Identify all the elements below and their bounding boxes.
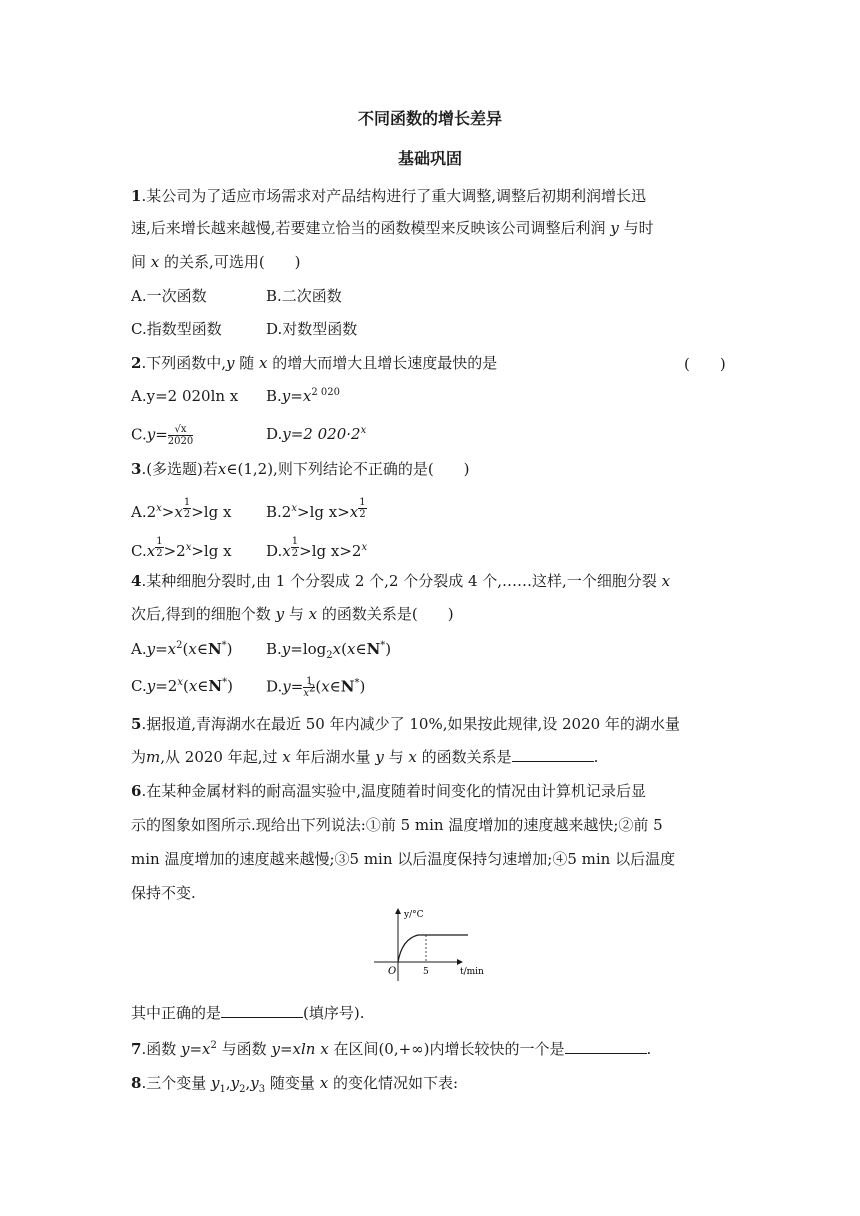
q4-c-prefix: C. — [131, 677, 147, 695]
q3-number: 3 — [131, 460, 142, 478]
tick-label-5: 5 — [423, 967, 429, 977]
q3-a-prefix: A.2 — [131, 503, 157, 521]
q2-option-c — [131, 424, 193, 447]
q7-text-a: .函数 — [141, 1040, 177, 1058]
q1-text-3b: 的关系,可选用( ) — [164, 253, 301, 271]
q5-text-2c: 年后湖水量 — [295, 748, 371, 766]
q3-a-lg: lg x — [203, 503, 232, 521]
q4-option-b: $B.y=\log_2x(x\in N^*)$ — [266, 640, 392, 661]
q6-number: 6 — [131, 782, 142, 800]
q2-c-denominator: 2020 — [167, 436, 194, 447]
q1-var-y: y — [610, 219, 619, 237]
q3-text-a: .(多选题)若 — [141, 460, 218, 478]
q3-b-gt1: > — [296, 503, 310, 521]
q6-answer-text-a: 其中正确的是 — [131, 1004, 222, 1022]
q7-text-end: . — [646, 1040, 652, 1058]
q4-d-star: * — [354, 677, 360, 689]
q5-line1 — [131, 714, 680, 734]
q1-option-a: A.一次函数 — [131, 287, 207, 305]
q4-a-prefix: A. — [131, 640, 147, 658]
q5-text-1: .据报道,青海湖水在最近 50 年内减少了 10%,如果按此规律,设 2020 年的湖水量 — [141, 715, 680, 733]
q2-text-a: .下列函数中, — [141, 354, 226, 372]
q3-a-half-num: 1 — [183, 497, 191, 508]
q3-a-half — [183, 497, 191, 520]
q8-var-x: x — [319, 1074, 329, 1092]
q7-expr1-exp: 2 — [210, 1040, 217, 1051]
q2-answer-paren: ( ) — [684, 355, 726, 373]
q7-answer-blank[interactable] — [565, 1039, 647, 1054]
q3-c-lg: lg x — [203, 542, 232, 560]
q4-a-star: * — [221, 640, 227, 651]
q7-number: 7 — [131, 1040, 142, 1058]
q3-b-exp: x — [291, 503, 297, 514]
q3-c-prefix: C. — [131, 542, 147, 560]
q4-d-fraction: $\frac{1}{x^2}$ — [303, 676, 316, 699]
q3-a-x: x — [174, 503, 183, 521]
q6-line3: min 温度增加的速度越来越慢;③5 min 以后温度保持匀速增加;④5 min 以后温度 — [131, 850, 676, 868]
q4-b-star: * — [380, 640, 386, 651]
q2-c-fraction — [168, 424, 193, 447]
q4-b-set: N — [366, 640, 381, 658]
q1-line2 — [131, 218, 654, 238]
q2-b-prefix: B. — [266, 387, 282, 405]
q8-text-b: 随变量 — [269, 1074, 315, 1092]
q4-c-set: N — [208, 677, 223, 695]
q3-b-lg: lg x — [309, 503, 338, 521]
q1-text-2: 速,后来增长越来越慢,若要建立恰当的函数模型来反映该公司调整后利润 — [131, 219, 606, 237]
q1-line1 — [131, 186, 646, 206]
q1-text-1: .某公司为了适应市场需求对产品结构进行了重大调整,调整后初期利润增长迅 — [141, 187, 646, 205]
y-axis-label: y/°C — [404, 910, 424, 920]
q3-a-exp: x — [156, 503, 162, 514]
q7-expr2: y=xln x — [271, 1040, 329, 1058]
q3-b-half-den: 2 — [359, 509, 366, 520]
q3-c-half-num: 1 — [156, 536, 163, 547]
q4-c-star: * — [222, 677, 228, 688]
q8-line: 8.三个变量 $y_1,y_2,y_3$ 随变量 x 的变化情况如下表: — [131, 1074, 459, 1095]
q6-answer-blank[interactable] — [221, 1003, 303, 1018]
q4-a-set: N — [207, 640, 222, 658]
q1-option-c: C.指数型函数 — [131, 320, 222, 338]
q5-text-end: . — [593, 748, 599, 766]
q4-b-prefix: B. — [266, 640, 282, 658]
q3-d-x: x — [282, 542, 291, 560]
q2-var-y: y — [225, 354, 235, 372]
q2-d-prefix: D. — [266, 425, 283, 443]
q2-d-exponent: x — [360, 425, 367, 436]
q6-line1 — [131, 781, 646, 801]
q4-text-2b: 与 — [288, 605, 304, 623]
q2-c-prefix: C. — [131, 425, 147, 444]
q3-b-gt2: > — [337, 503, 350, 521]
q1-option-d: D.对数型函数 — [266, 320, 358, 338]
q1-text-2b: 与时 — [623, 219, 654, 237]
q2-number: 2 — [131, 354, 142, 372]
q3-option-d: D.x $^{\frac{1}{2}}$ >lg $x>2^x$ — [266, 536, 368, 560]
q2-text-b: 随 — [239, 354, 255, 372]
q2-text-c: 的增大而增大且增长速度最快的是 — [272, 354, 498, 372]
q3-d-half — [291, 536, 299, 559]
q5-var-m: m — [146, 748, 161, 766]
q7-text-b: 与函数 — [221, 1040, 267, 1058]
q3-c-half — [155, 536, 163, 559]
q3-option-b — [266, 497, 367, 522]
curve-rising — [398, 935, 426, 962]
origin-label: O — [388, 966, 397, 977]
q3-c-exp: x — [185, 542, 192, 553]
q5-text-2b: ,从 2020 年起,过 — [160, 748, 278, 766]
q2-c-numerator: √x — [168, 424, 193, 436]
x-axis-label: t/min — [460, 967, 484, 977]
q3-c-half-den: 2 — [156, 548, 163, 559]
q5-line2 — [131, 747, 598, 767]
q5-var-y: y — [375, 748, 384, 766]
q2-b-expr: y=x — [281, 387, 312, 405]
q2-stem — [131, 353, 497, 373]
q4-d-set: N — [340, 677, 355, 696]
q8-text-c: 的变化情况如下表: — [332, 1074, 459, 1092]
q3-c-gt2: > — [191, 542, 204, 560]
q5-text-2a: 为 — [131, 748, 147, 766]
q4-option-d: D.y= $\frac{1}{x^2}$ (x∈N*) — [266, 676, 366, 699]
q6-answer-line — [131, 1003, 365, 1023]
q3-stem — [131, 459, 470, 479]
section-heading: 基础巩固 — [397, 149, 462, 168]
q3-a-gt2: > — [191, 503, 204, 521]
q4-var-x2: x — [308, 605, 318, 623]
q4-option-c: $C.y=2^x(x\in N^*)$ — [131, 677, 233, 695]
q3-option-a — [131, 497, 231, 522]
q1-option-b: B.二次函数 — [266, 287, 342, 305]
q3-b-prefix: B.2 — [266, 503, 292, 521]
q2-d-expr: y=2 020·2 — [282, 425, 361, 443]
q5-text-2e: 的函数关系是 — [421, 748, 512, 766]
q1-var-x: x — [150, 253, 160, 271]
q3-d-gt1: > — [299, 542, 312, 560]
temperature-time-graph — [360, 905, 500, 985]
q1-line3 — [131, 252, 301, 272]
q6-line4: 保持不变. — [131, 884, 196, 902]
q4-line1 — [131, 571, 670, 591]
q1-number: 1 — [131, 187, 142, 205]
q3-d-half-den: 2 — [291, 548, 299, 559]
page-title: 不同函数的增长差异 — [357, 109, 502, 128]
q3-d-half-num: 1 — [291, 536, 299, 547]
q2-b-exponent: 2 020 — [311, 387, 340, 398]
q3-c-x: x — [146, 542, 156, 560]
q2-c-lhs: y= — [146, 425, 168, 444]
q3-a-gt1: > — [161, 503, 175, 521]
q3-a-half-den: 2 — [183, 509, 191, 520]
q5-number: 5 — [131, 715, 142, 733]
q6-answer-text-b: (填序号). — [303, 1004, 365, 1022]
q7-text-c: 在区间(0,+∞)内增长较快的一个是 — [333, 1040, 565, 1058]
q2-option-a: A.y=2 020ln x — [131, 387, 239, 405]
q4-number: 4 — [131, 572, 142, 590]
q3-b-x: x — [349, 503, 359, 521]
q3-var-x: x — [217, 460, 227, 478]
q3-d-exp: x — [361, 542, 368, 553]
q4-text-1: .某种细胞分裂时,由 1 个分裂成 2 个,2 个分裂成 4 个,……这样,一个细胞分裂 — [141, 572, 657, 590]
q2-var-x: x — [259, 354, 268, 372]
q4-var-x1: x — [661, 572, 671, 590]
q1-text-3a: 间 — [131, 253, 147, 271]
q3-b-half — [358, 497, 366, 520]
q3-d-prefix: D. — [266, 542, 283, 560]
q7-expr1: y=x — [181, 1040, 211, 1058]
q2-option-b — [266, 386, 340, 406]
q3-c-gt1: > — [163, 542, 177, 560]
q4-var-y: y — [275, 605, 285, 623]
q7-line — [131, 1039, 651, 1059]
q4-line2 — [131, 604, 454, 624]
q5-answer-blank[interactable] — [512, 747, 594, 762]
q5-var-x2: x — [408, 748, 417, 766]
q3-b-half-num: 1 — [359, 497, 366, 508]
q4-text-2c: 的函数关系是( ) — [321, 605, 454, 623]
q4-text-2a: 次后,得到的细胞个数 — [131, 605, 271, 623]
q3-d-gt2: > — [339, 542, 352, 560]
q2-option-d — [266, 424, 366, 444]
q3-d-lg: lg x — [311, 542, 340, 560]
q8-number: 8 — [131, 1074, 142, 1092]
q3-option-c: C.x $^{\frac{1}{2}}$ $>2^x>\lg$ x — [131, 536, 232, 560]
q4-option-a: $A.y=x^2(x\in N^*)$ — [131, 640, 233, 658]
q3-text-b: ∈(1,2),则下列结论不正确的是( ) — [226, 460, 470, 478]
q6-line2: 示的图象如图所示.现给出下列说法:①前 5 min 温度增加的速度越来越快;②前 5 — [131, 816, 663, 834]
q6-text-1: .在某种金属材料的耐高温实验中,温度随着时间变化的情况由计算机记录后显 — [141, 782, 646, 800]
q5-var-x: x — [282, 748, 291, 766]
q5-text-2d: 与 — [388, 748, 404, 766]
q8-text-a: .三个变量 — [141, 1074, 207, 1092]
q4-d-prefix: D. — [266, 677, 283, 696]
